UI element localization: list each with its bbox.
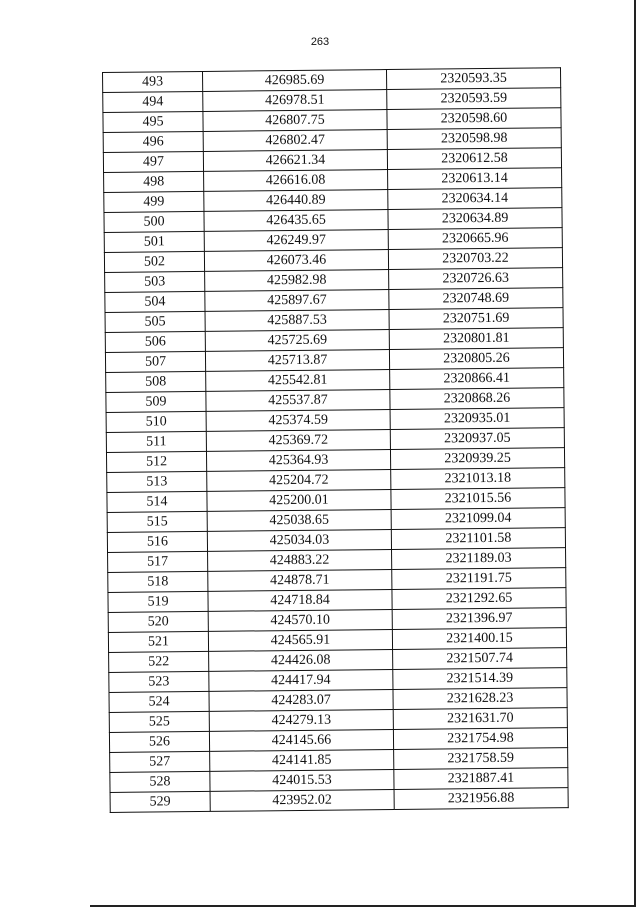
point-number-cell: 523 [109,671,209,692]
x-coordinate-cell: 425542.81 [206,370,390,392]
y-coordinate-cell: 2320939.25 [390,448,564,470]
point-number-cell: 513 [107,471,207,492]
point-number-cell: 499 [104,191,204,212]
y-coordinate-cell: 2321396.97 [392,608,566,630]
point-number-cell: 497 [103,151,203,172]
page-number: 263 [310,36,330,48]
point-number-cell: 502 [104,251,204,272]
y-coordinate-cell: 2321189.03 [392,548,566,570]
y-coordinate-cell: 2321099.04 [391,508,565,530]
point-number-cell: 525 [109,711,209,732]
point-number-cell: 520 [108,611,208,632]
point-number-cell: 518 [108,571,208,592]
point-number-cell: 498 [104,171,204,192]
x-coordinate-cell: 424565.91 [208,629,392,651]
point-number-cell: 509 [106,391,206,412]
y-coordinate-cell: 2320593.59 [387,88,561,110]
y-coordinate-cell: 2320703.22 [388,248,562,270]
point-number-cell: 506 [105,331,205,352]
x-coordinate-cell: 425369.72 [206,430,390,452]
x-coordinate-cell: 424883.22 [208,549,392,571]
y-coordinate-cell: 2321015.56 [391,488,565,510]
y-coordinate-cell: 2320613.14 [388,168,562,190]
x-coordinate-cell: 425374.59 [206,410,390,432]
x-coordinate-cell: 426435.65 [204,210,388,232]
x-coordinate-cell: 425038.65 [207,509,391,531]
point-number-cell: 507 [105,351,205,372]
coordinate-table [102,67,569,813]
x-coordinate-cell: 426802.47 [203,130,387,152]
point-number-cell: 501 [104,231,204,252]
x-coordinate-cell: 425364.93 [206,449,390,471]
x-coordinate-cell: 426621.34 [203,150,387,172]
scan-border-bottom [90,905,636,907]
coordinate-table-container [102,67,568,813]
y-coordinate-cell: 2320937.05 [390,428,564,450]
x-coordinate-cell: 424570.10 [208,609,392,631]
y-coordinate-cell: 2321956.88 [394,788,568,810]
y-coordinate-cell: 2321400.15 [392,628,566,650]
x-coordinate-cell: 426616.08 [204,170,388,192]
point-number-cell: 517 [108,551,208,572]
point-number-cell: 522 [109,651,209,672]
x-coordinate-cell: 426073.46 [204,250,388,272]
y-coordinate-cell: 2320665.96 [388,228,562,250]
y-coordinate-cell: 2320593.35 [386,68,560,90]
x-coordinate-cell: 424283.07 [209,689,393,711]
point-number-cell: 514 [107,491,207,512]
x-coordinate-cell: 424426.08 [209,649,393,671]
point-number-cell: 512 [106,451,206,472]
point-number-cell: 516 [107,531,207,552]
x-coordinate-cell: 425204.72 [207,469,391,491]
x-coordinate-cell: 426985.69 [202,70,386,92]
x-coordinate-cell: 424718.84 [208,589,392,611]
point-number-cell: 505 [105,311,205,332]
x-coordinate-cell: 426807.75 [203,110,387,132]
point-number-cell: 495 [103,111,203,132]
point-number-cell: 521 [108,631,208,652]
x-coordinate-cell: 424878.71 [208,569,392,591]
x-coordinate-cell: 424145.66 [209,729,393,751]
x-coordinate-cell: 424279.13 [209,709,393,731]
y-coordinate-cell: 2321628.23 [393,688,567,710]
x-coordinate-cell: 426440.89 [204,190,388,212]
point-number-cell: 529 [110,791,210,812]
y-coordinate-cell: 2320748.69 [389,288,563,310]
y-coordinate-cell: 2320935.01 [390,408,564,430]
x-coordinate-cell: 426249.97 [204,230,388,252]
y-coordinate-cell: 2321013.18 [391,468,565,490]
y-coordinate-cell: 2320598.60 [387,108,561,130]
y-coordinate-cell: 2321507.74 [393,648,567,670]
x-coordinate-cell: 425887.53 [205,310,389,332]
x-coordinate-cell: 424015.53 [210,769,394,791]
point-number-cell: 500 [104,211,204,232]
y-coordinate-cell: 2320726.63 [389,268,563,290]
coordinate-table-body [103,68,569,813]
y-coordinate-cell: 2320805.26 [389,348,563,370]
y-coordinate-cell: 2320868.26 [390,388,564,410]
y-coordinate-cell: 2321754.98 [393,728,567,750]
y-coordinate-cell: 2321758.59 [394,748,568,770]
x-coordinate-cell: 424141.85 [210,749,394,771]
y-coordinate-cell: 2321631.70 [393,708,567,730]
point-number-cell: 510 [106,411,206,432]
point-number-cell: 504 [105,291,205,312]
point-number-cell: 511 [106,431,206,452]
x-coordinate-cell: 425713.87 [205,350,389,372]
x-coordinate-cell: 424417.94 [209,669,393,691]
y-coordinate-cell: 2321292.65 [392,588,566,610]
point-number-cell: 503 [105,271,205,292]
y-coordinate-cell: 2320612.58 [387,148,561,170]
y-coordinate-cell: 2321514.39 [393,668,567,690]
x-coordinate-cell: 425034.03 [207,529,391,551]
y-coordinate-cell: 2320634.14 [388,188,562,210]
y-coordinate-cell: 2320598.98 [387,128,561,150]
x-coordinate-cell: 425897.67 [205,290,389,312]
point-number-cell: 526 [109,731,209,752]
x-coordinate-cell: 425200.01 [207,489,391,511]
point-number-cell: 493 [103,71,203,92]
x-coordinate-cell: 423952.02 [210,789,394,811]
point-number-cell: 527 [110,751,210,772]
y-coordinate-cell: 2320801.81 [389,328,563,350]
y-coordinate-cell: 2320866.41 [390,368,564,390]
x-coordinate-cell: 426978.51 [203,90,387,112]
y-coordinate-cell: 2320751.69 [389,308,563,330]
x-coordinate-cell: 425982.98 [205,270,389,292]
point-number-cell: 524 [109,691,209,712]
y-coordinate-cell: 2321101.58 [391,528,565,550]
x-coordinate-cell: 425537.87 [206,390,390,412]
x-coordinate-cell: 425725.69 [205,330,389,352]
point-number-cell: 519 [108,591,208,612]
point-number-cell: 508 [106,371,206,392]
table-row [110,788,568,813]
point-number-cell: 515 [107,511,207,532]
y-coordinate-cell: 2321887.41 [394,768,568,790]
y-coordinate-cell: 2320634.89 [388,208,562,230]
point-number-cell: 528 [110,771,210,792]
point-number-cell: 494 [103,91,203,112]
point-number-cell: 496 [103,131,203,152]
scan-border-right [634,0,636,905]
y-coordinate-cell: 2321191.75 [392,568,566,590]
